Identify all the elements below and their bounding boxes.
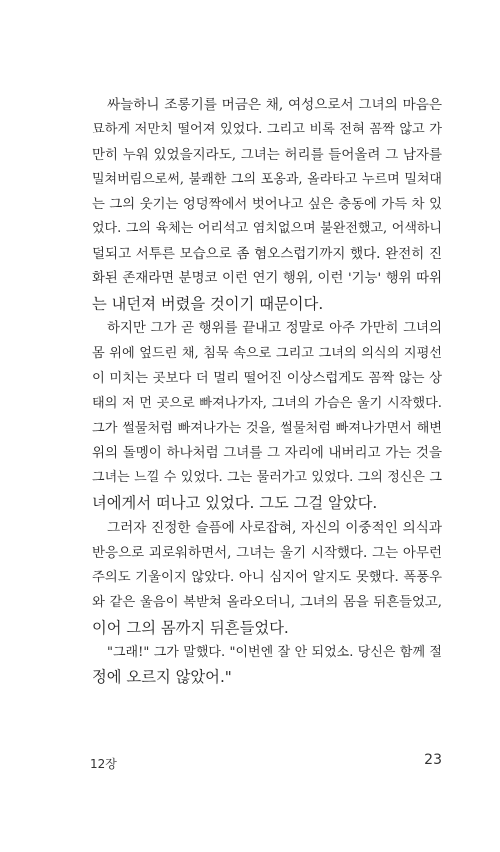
text-line: 화된 존재라면 분명코 이런 연기 행위, 이런 '기능' 행위 따위: [92, 271, 442, 287]
text-line: 묘하게 저만치 떨어져 있었다. 그리고 비록 전혀 꼼짝 않고 가: [92, 121, 442, 137]
text-line: 밀쳐버림으로써, 불쾌한 그의 포옹과, 올라타고 누르며 밀쳐대: [92, 171, 442, 187]
text-line: 정에 오르지 않았어.": [92, 668, 232, 687]
text-line: 이 미치는 곳보다 더 멀리 떨어진 이상스럽게도 꼼짝 않는 상: [92, 370, 442, 386]
text-line: 주의도 기울이지 않았다. 아니 심지어 알지도 못했다. 폭풍우: [92, 569, 442, 585]
text-line: 덜되고 서투른 모습으로 좀 혐오스럽기까지 했다. 완전히 진: [92, 246, 442, 263]
text-line: 그녀는 느낄 수 있었다. 그는 물러가고 있었다. 그의 정신은 그: [92, 470, 442, 486]
text-line: 만히 누워 있었을지라도, 그녀는 허리를 들어올려 그 남자를: [92, 146, 442, 163]
text-line: 반응으로 괴로워하면서, 그녀는 울기 시작했다. 그는 아무런: [92, 545, 442, 562]
text-line: 몸 위에 엎드린 채, 침묵 속으로 그리고 그녀의 의식의 지평선: [92, 345, 442, 361]
text-line: 위의 돌멩이 하나처럼 그녀를 그 자리에 내버리고 가는 것을: [92, 445, 442, 462]
text-line: 녀에게서 떠나고 있었다. 그도 그걸 알았다.: [92, 494, 378, 513]
chapter-label: 12장: [90, 757, 117, 771]
text-line: 태의 저 먼 곳으로 빠져나가자, 그녀의 가슴은 울기 시작했다.: [92, 395, 442, 411]
text-line: 이어 그의 몸까지 뒤흔들었다.: [92, 618, 289, 637]
text-line: 는 그의 웃기는 엉덩짝에서 벗어나고 싶은 충동에 가득 차 있: [92, 196, 442, 212]
text-line: 그러자 진정한 슬픔에 사로잡혀, 자신의 이중적인 의식과: [107, 520, 442, 537]
text-line: 와 같은 울음이 복받쳐 올라오더니, 그녀의 몸을 뒤흔들었고,: [92, 594, 442, 610]
text-line: "그래!" 그가 말했다. "이번엔 잘 안 되었소. 당신은 함께 절: [107, 644, 442, 660]
text-line: 었다. 그의 육체는 어리석고 염치없으며 불완전했고, 어색하니: [92, 221, 442, 237]
text-line: 는 내던져 버렸을 것이기 때문이다.: [92, 295, 324, 314]
text-line: 그가 썰물처럼 빠져나가는 것을, 썰물처럼 빠져나가면서 해변: [92, 420, 442, 436]
body-text: [92, 93, 442, 690]
page-number: 23: [424, 752, 442, 768]
text-line: 싸늘하니 조롱기를 머금은 채, 여성으로서 그녀의 마음은: [107, 97, 442, 113]
text-line: 하지만 그가 곧 행위를 끝내고 정말로 아주 가만히 그녀의: [107, 321, 442, 337]
